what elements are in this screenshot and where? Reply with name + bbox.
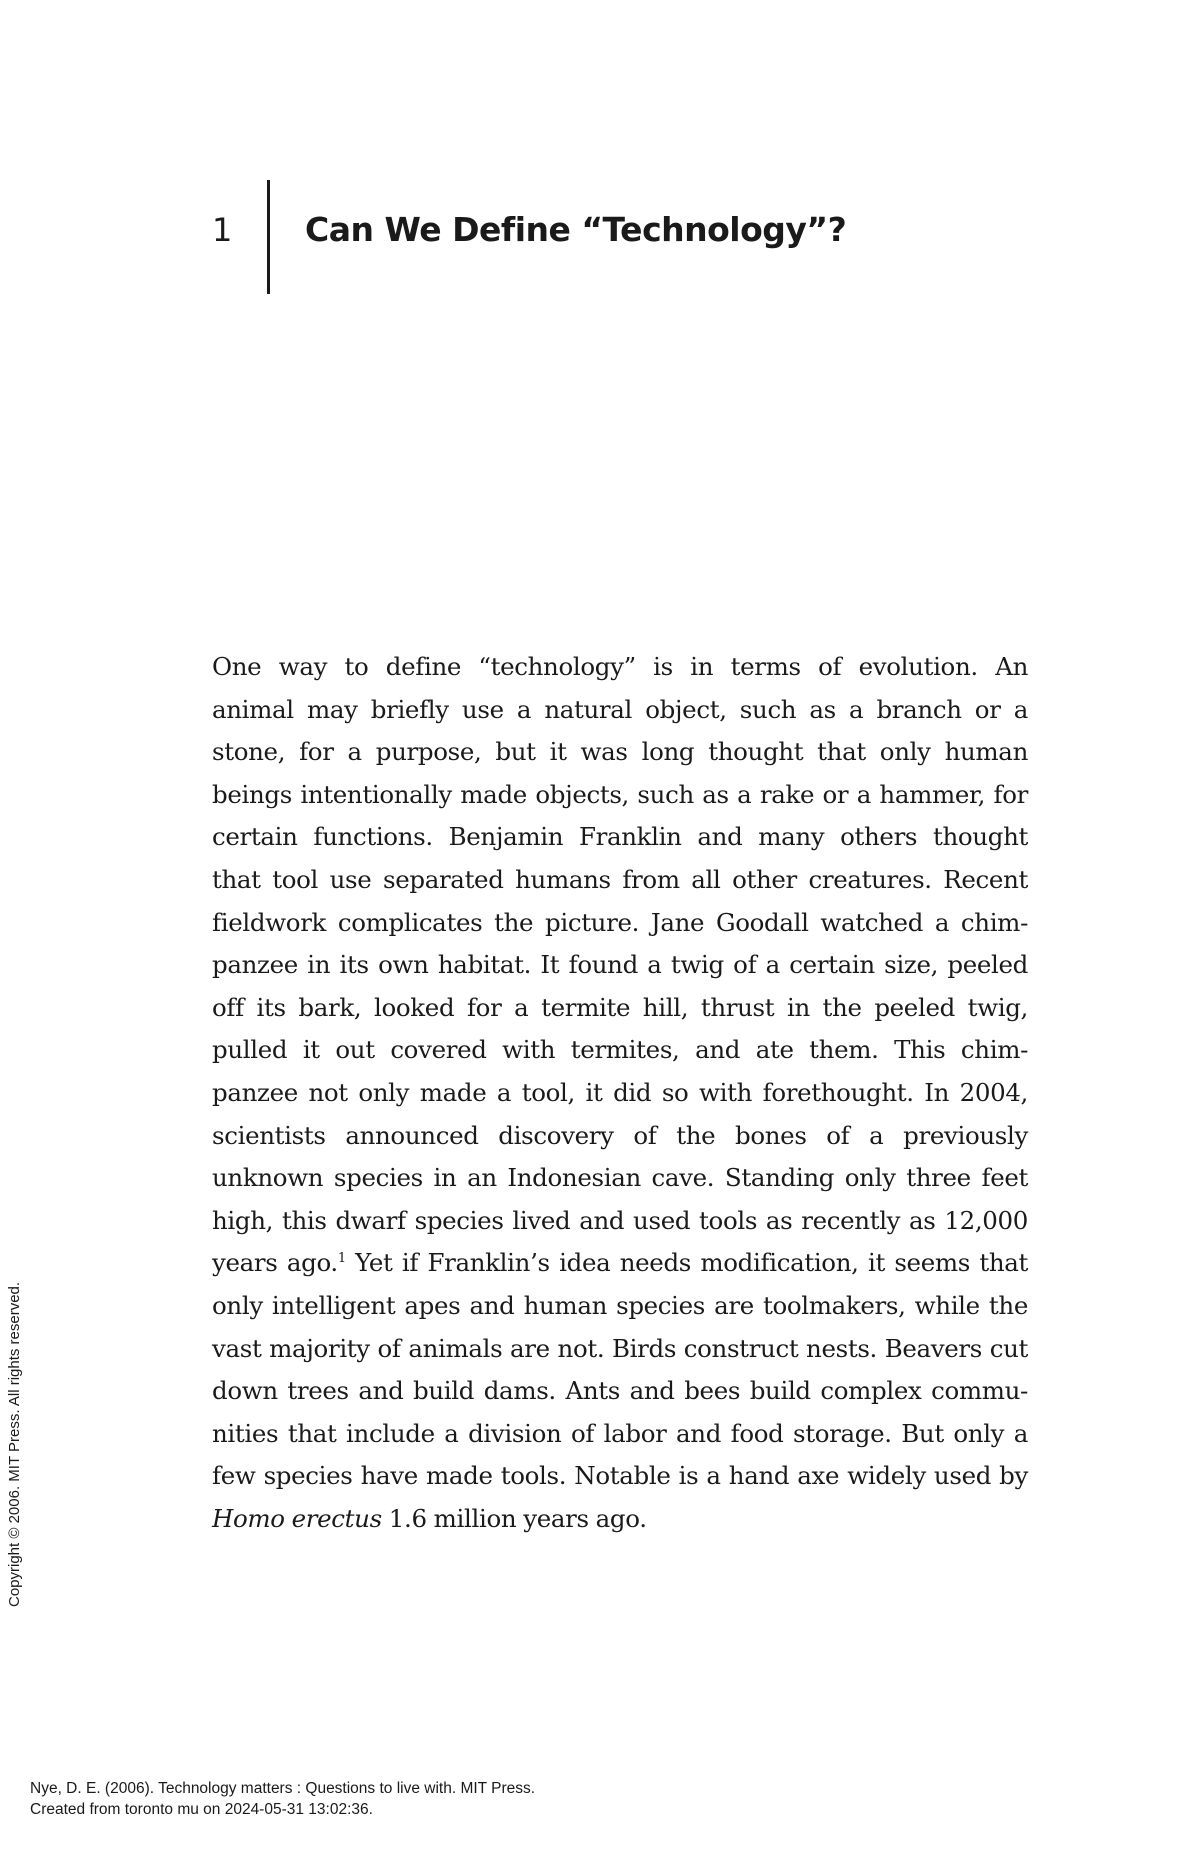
body-line: stone, for a purpose, but it was long thought that only human bbox=[212, 737, 1028, 767]
body-line: nities that include a division of labor and food storage. But only a bbox=[212, 1418, 1028, 1448]
body-line: that tool use separated humans from all other creatures. Recent bbox=[212, 864, 1028, 894]
body-line: animal may briefly use a natural object, such as a branch or a bbox=[212, 694, 1028, 724]
body-line-with-footnote bbox=[212, 1242, 1028, 1285]
body-line: pulled it out covered with termites, and ate them. This chim- bbox=[212, 1035, 1028, 1065]
chapter-divider-rule bbox=[267, 180, 270, 294]
body-line: panzee in its own habitat. It found a twig of a certain size, peeled bbox=[212, 950, 1028, 980]
footnote-reference[interactable]: 1 bbox=[337, 1251, 346, 1267]
body-line: few species have made tools. Notable is a hand axe widely used by bbox=[212, 1461, 1028, 1491]
body-text-fragment: years ago. bbox=[212, 1248, 338, 1278]
body-line: unknown species in an Indonesian cave. Standing only three feet bbox=[212, 1163, 1028, 1193]
body-line: One way to define “technology” is in terms of evolution. An bbox=[212, 652, 1028, 681]
body-text-fragment: Yet if Franklin’s idea needs modification, it seems that bbox=[345, 1248, 1029, 1278]
citation-line: Nye, D. E. (2006). Technology matters : Questions to live with. MIT Press. bbox=[30, 1780, 536, 1797]
body-line: vast majority of animals are not. Birds construct nests. Beavers cut bbox=[212, 1333, 1028, 1363]
body-line: fieldwork complicates the picture. Jane Goodall watched a chim- bbox=[212, 907, 1028, 937]
body-line-last bbox=[212, 1498, 1028, 1541]
body-line: scientists announced discovery of the bones of a previously bbox=[212, 1120, 1028, 1150]
body-line: only intelligent apes and human species are toolmakers, while the bbox=[212, 1290, 1028, 1320]
citation-created-line: Created from toronto mu on 2024-05-31 13:02:36. bbox=[30, 1801, 373, 1818]
body-line: high, this dwarf species lived and used tools as recently as 12,000 bbox=[212, 1205, 1028, 1235]
body-line: panzee not only made a tool, it did so with forethought. In 2004, bbox=[212, 1077, 1028, 1107]
chapter-title: Can We Define “Technology”? bbox=[305, 210, 847, 249]
body-line: down trees and build dams. Ants and bees build complex commu- bbox=[212, 1376, 1028, 1406]
body-paragraph bbox=[212, 646, 1028, 1540]
body-text-fragment: 1.6 million years ago. bbox=[381, 1503, 647, 1533]
species-name-italic: Homo erectus bbox=[212, 1503, 382, 1533]
body-line: certain functions. Benjamin Franklin and many others thought bbox=[212, 822, 1028, 852]
body-line: off its bark, looked for a termite hill, thrust in the peeled twig, bbox=[212, 992, 1028, 1022]
body-line: beings intentionally made objects, such as a rake or a hammer, for bbox=[212, 779, 1028, 809]
chapter-number: 1 bbox=[212, 211, 233, 249]
copyright-notice: Copyright © 2006. MIT Press. All rights reserved. bbox=[6, 1281, 23, 1607]
citation-footer bbox=[30, 1778, 535, 1820]
